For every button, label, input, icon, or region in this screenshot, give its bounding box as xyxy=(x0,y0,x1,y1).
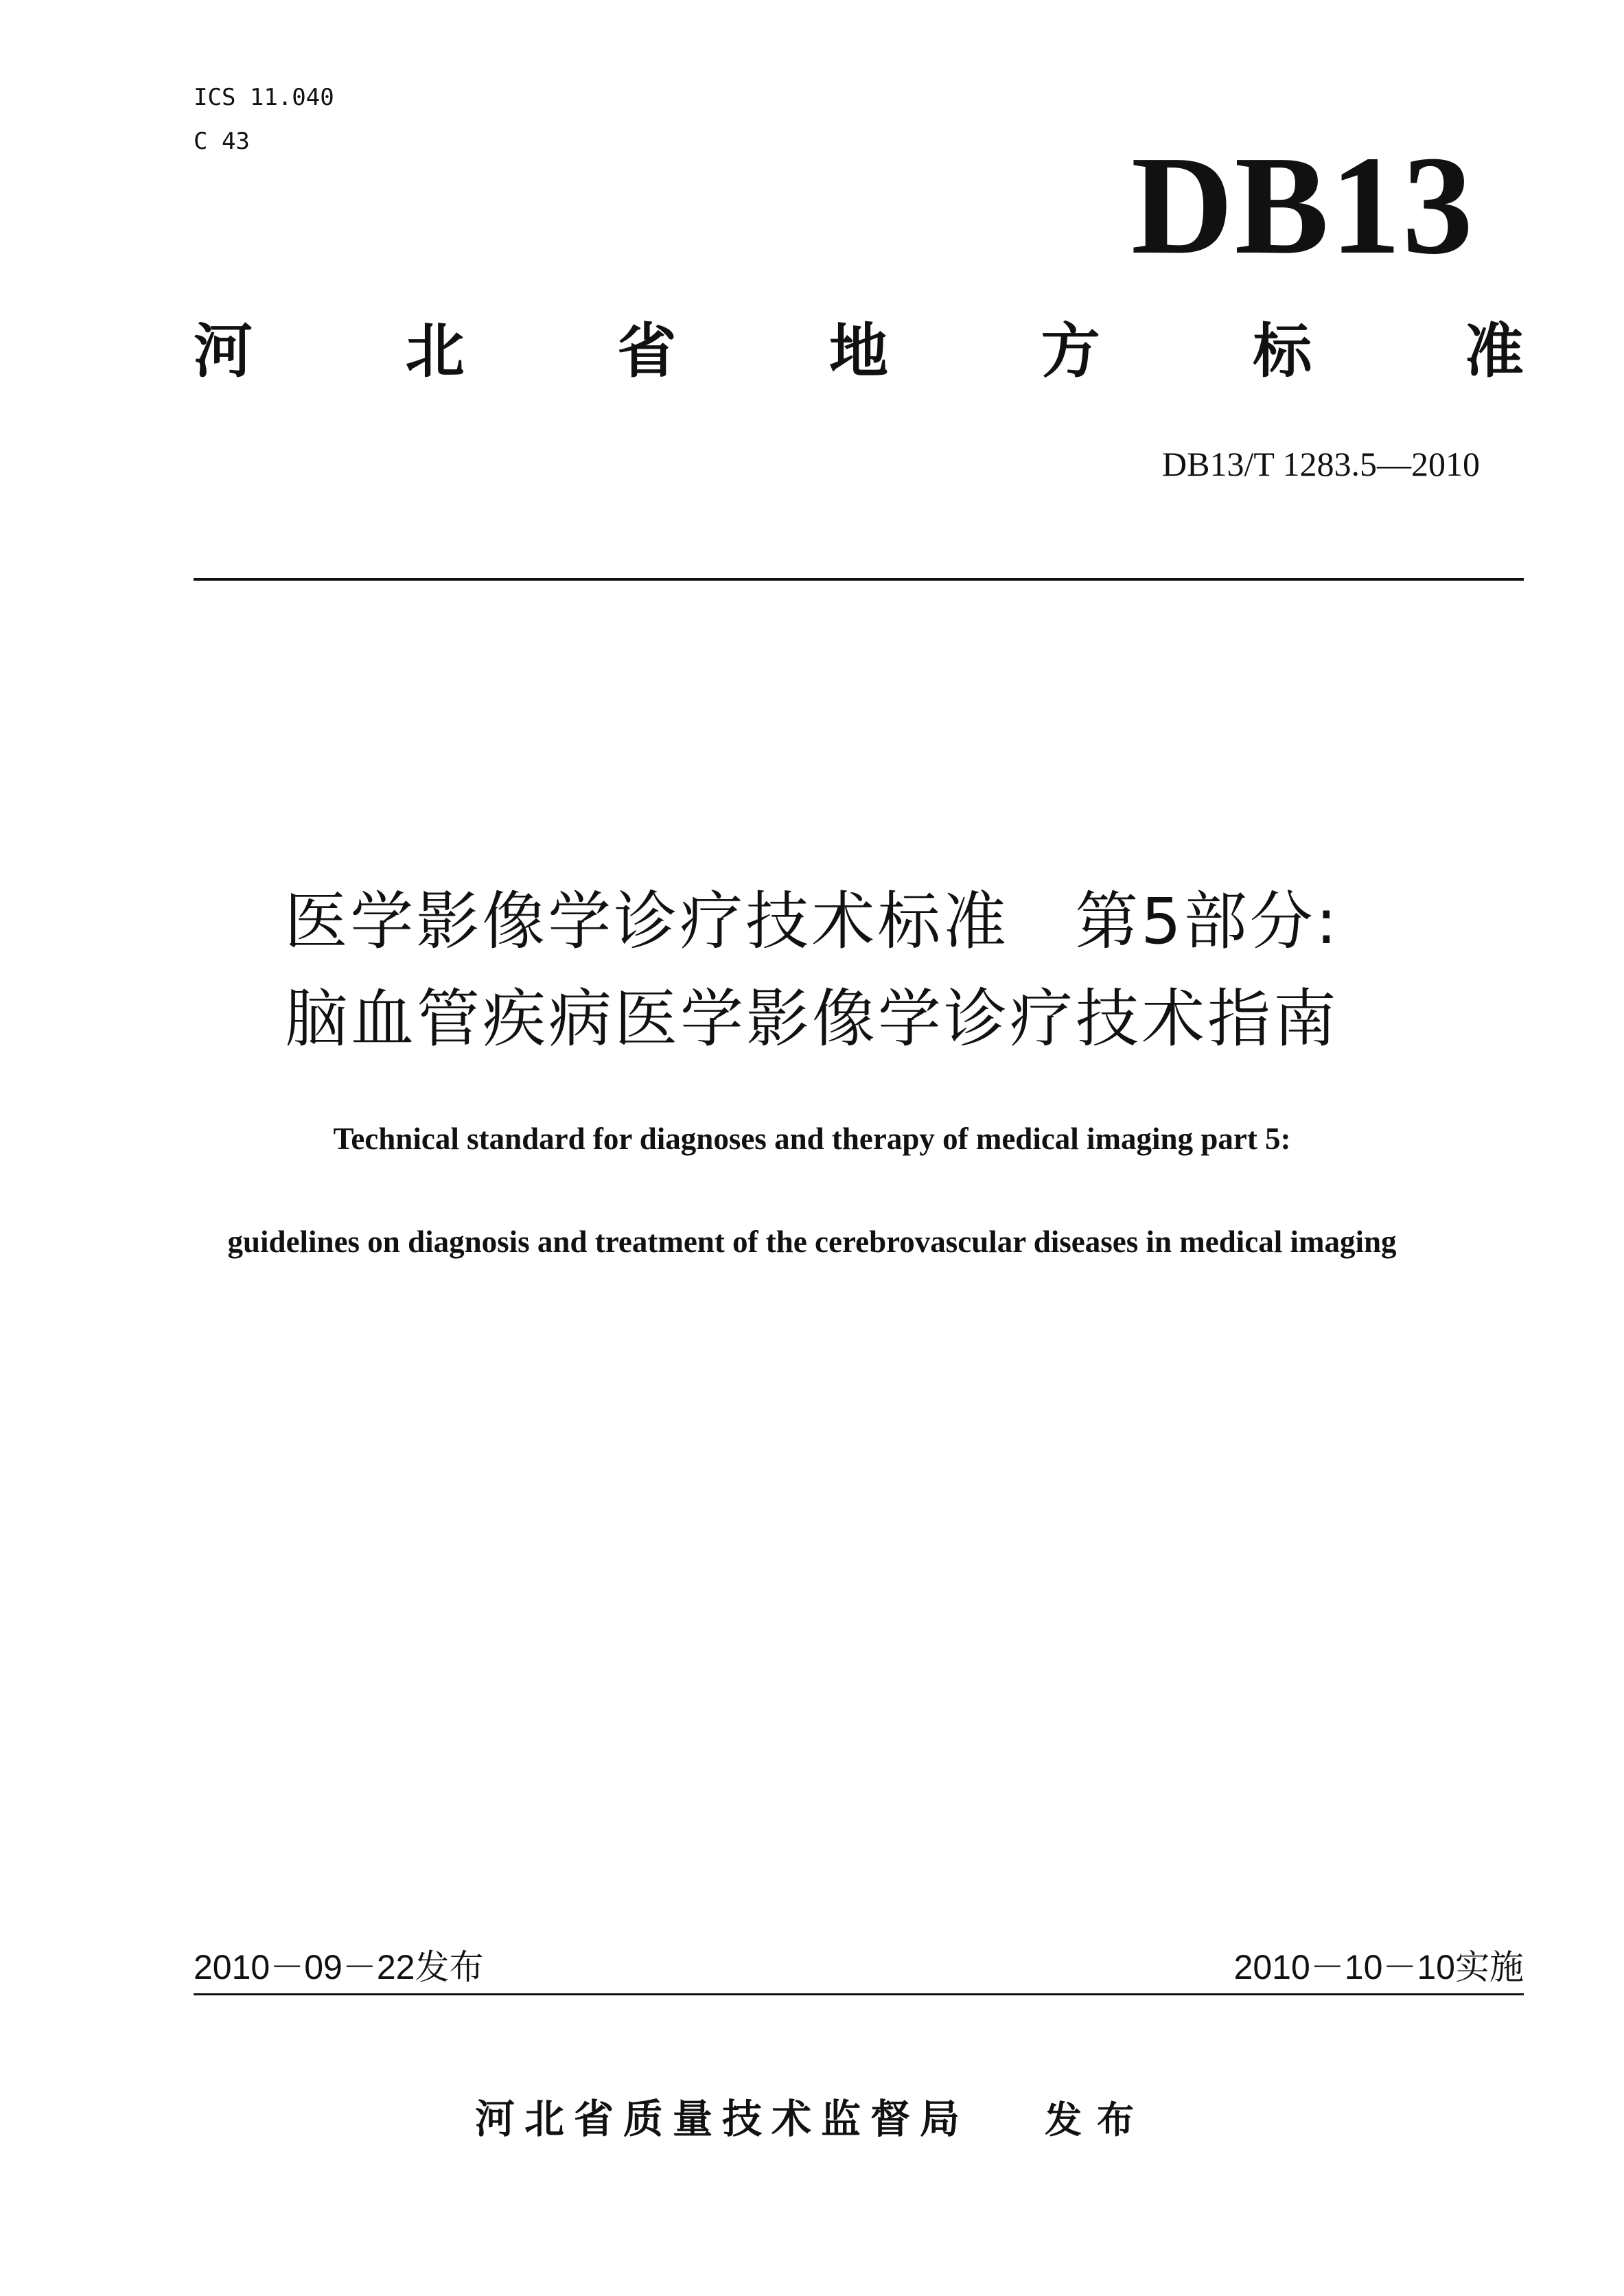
standard-type-char: 北 xyxy=(405,317,465,386)
implementation-date: 2010－10－10实施 xyxy=(1233,1948,1524,1986)
standard-type-char: 方 xyxy=(1041,317,1100,386)
standard-type-char: 标 xyxy=(1253,317,1312,386)
ics-code: ICS 11.040 xyxy=(194,84,334,111)
title-en-line-2: guidelines on diagnosis and treatment of the cerebrovascular diseases in medical imaging xyxy=(227,1225,1397,1259)
standard-number: DB13/T 1283.5—2010 xyxy=(1162,445,1480,483)
title-cn-line-1: 医学影像学诊疗技术标准 第5部分: xyxy=(284,885,1340,958)
standard-type-char: 省 xyxy=(617,317,677,386)
publisher-name: 河北省质量技术监督局 xyxy=(474,2096,969,2142)
db-logo: DB13 xyxy=(1130,126,1474,283)
issue-date: 2010－09－22发布 xyxy=(194,1948,484,1986)
title-en-line-1: Technical standard for diagnoses and therapy of medical imaging part 5: xyxy=(333,1122,1291,1156)
standard-type-char: 地 xyxy=(828,317,888,386)
standard-type-char: 准 xyxy=(1464,317,1524,386)
publish-label: 发布 xyxy=(1045,2098,1149,2142)
publisher-line xyxy=(0,2095,1624,2144)
bottom-divider xyxy=(194,1993,1524,1995)
title-cn-line-2: 脑血管疾病医学影像学诊疗技术指南 xyxy=(284,982,1339,1056)
standard-type-char: 河 xyxy=(194,317,253,386)
top-divider xyxy=(194,578,1524,581)
classification-code: C 43 xyxy=(194,128,250,155)
standard-type-heading xyxy=(194,317,1524,386)
